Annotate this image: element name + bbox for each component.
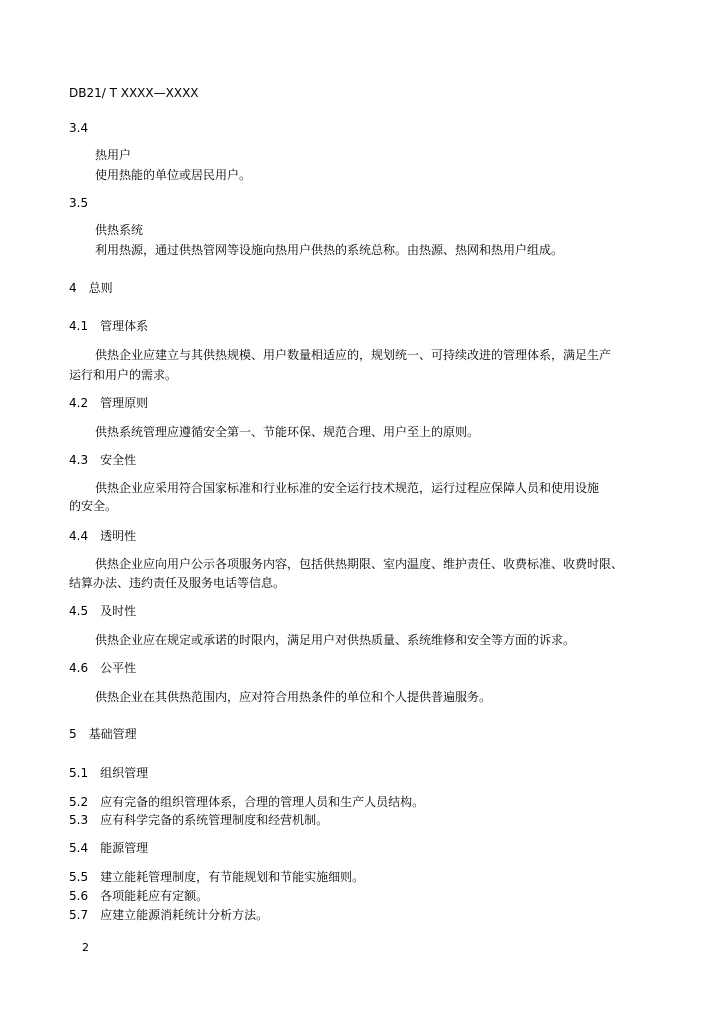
- section-heading-4-5: [69, 604, 136, 619]
- chapter-number: 5: [69, 727, 77, 741]
- section-heading-5-4: [69, 841, 148, 856]
- section-heading-4-1: [69, 319, 148, 334]
- section-heading-5-1: [69, 766, 148, 781]
- chapter-heading-4: [69, 281, 113, 296]
- paragraph-4-2-line-1: 供热系统管理应遵循安全第一、节能环保、规范合理、用户至上的原则。: [95, 425, 480, 439]
- paragraph-4-6-line-1: 供热企业在其供热范围内，应对符合用热条件的单位和个人提供普遍服务。: [95, 690, 492, 704]
- clause-5-5: [69, 870, 364, 885]
- section-title: 管理原则: [100, 396, 149, 410]
- clause-5-7: [69, 908, 268, 923]
- clause-number: 5.3: [69, 813, 89, 827]
- section-title: 管理体系: [100, 319, 149, 333]
- section-title: 安全性: [100, 453, 137, 467]
- section-title: 透明性: [100, 529, 137, 543]
- term-3-4: 热用户: [95, 148, 132, 162]
- paragraph-4-1-line-1: 供热企业应建立与其供热规模、用户数量相适应的，规划统一、可持续改进的管理体系，满足生产: [95, 348, 612, 362]
- section-number: 4.5: [69, 604, 89, 618]
- section-number: 4.2: [69, 396, 89, 410]
- section-number: 4.1: [69, 319, 89, 333]
- section-heading-4-4: [69, 529, 136, 544]
- page-number: 2: [82, 941, 89, 954]
- paragraph-4-4-line-1: 供热企业应向用户公示各项服务内容，包括供热期限、室内温度、维护责任、收费标准、收费时限、: [95, 557, 624, 571]
- section-number: 4.4: [69, 529, 89, 543]
- clause-text: 各项能耗应有定额。: [100, 889, 209, 903]
- paragraph-4-1-line-2: 运行和用户的需求。: [69, 368, 178, 382]
- clause-5-3: [69, 813, 328, 828]
- clause-number: 5.2: [69, 795, 89, 809]
- section-number: 4.6: [69, 661, 89, 675]
- clause-text: 应有完备的组织管理体系，合理的管理人员和生产人员结构。: [100, 795, 425, 809]
- clause-number-3-4: 3.4: [69, 121, 89, 135]
- clause-text: 建立能耗管理制度，有节能规划和节能实施细则。: [100, 870, 365, 884]
- clause-number: 5.5: [69, 870, 89, 884]
- clause-number: 5.6: [69, 889, 89, 903]
- section-number: 5.1: [69, 766, 89, 780]
- clause-text: 应有科学完备的系统管理制度和经营机制。: [100, 813, 329, 827]
- section-title: 公平性: [100, 661, 137, 675]
- term-3-5: 供热系统: [95, 223, 144, 237]
- paragraph-4-3-line-2: 的安全。: [69, 499, 118, 513]
- section-number: 5.4: [69, 841, 89, 855]
- section-title: 组织管理: [100, 766, 149, 780]
- chapter-heading-5: [69, 727, 137, 742]
- clause-number-3-5: 3.5: [69, 196, 89, 210]
- chapter-number: 4: [69, 281, 77, 295]
- definition-3-5: 利用热源，通过供热管网等设施向热用户供热的系统总称。由热源、热网和热用户组成。: [95, 243, 564, 257]
- clause-5-6: [69, 889, 208, 904]
- section-title: 及时性: [100, 604, 137, 618]
- definition-3-4: 使用热能的单位或居民用户。: [95, 168, 252, 182]
- chapter-title: 总则: [88, 281, 113, 295]
- section-title: 能源管理: [100, 841, 149, 855]
- paragraph-4-5-line-1: 供热企业应在规定或承诺的时限内，满足用户对供热质量、系统维修和安全等方面的诉求。: [95, 633, 576, 647]
- section-number: 4.3: [69, 453, 89, 467]
- clause-5-2: [69, 795, 424, 810]
- section-heading-4-3: [69, 453, 136, 468]
- chapter-title: 基础管理: [88, 727, 137, 741]
- paragraph-4-3-line-1: 供热企业应采用符合国家标准和行业标准的安全运行技术规范，运行过程应保障人员和使用设施: [95, 481, 600, 495]
- section-heading-4-2: [69, 396, 148, 411]
- clause-number: 5.7: [69, 908, 89, 922]
- section-heading-4-6: [69, 661, 136, 676]
- clause-text: 应建立能源消耗统计分析方法。: [100, 908, 269, 922]
- paragraph-4-4-line-2: 结算办法、违约责任及服务电话等信息。: [69, 576, 286, 590]
- document-code-header: DB21/ T XXXX—XXXX: [69, 86, 199, 100]
